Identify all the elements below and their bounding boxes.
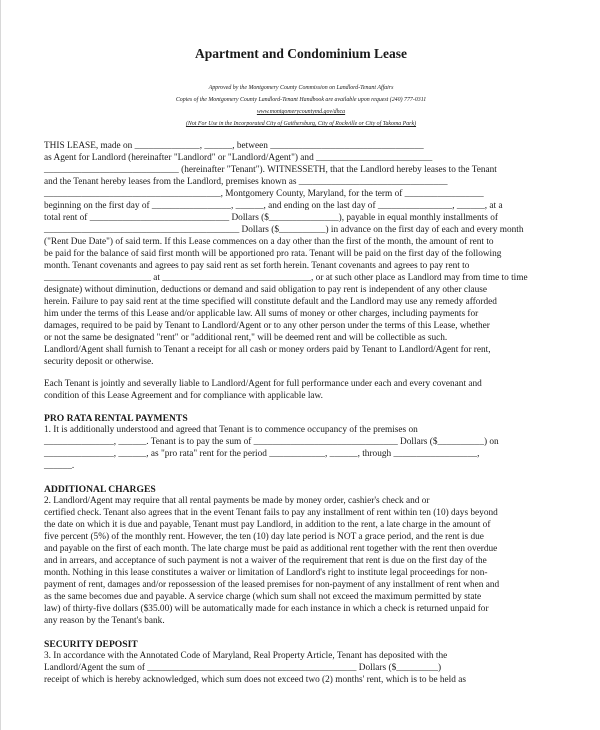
- intro-line: ("Rent Due Date") of said term. If this Lease commences on a day other than the first of the month, the amount of rent to: [44, 237, 494, 247]
- document-title: Apartment and Condominium Lease: [195, 46, 407, 61]
- security-deposit-line: receipt of which is hereby acknowledged, which sum does not exceed two (2) months' rent, which is to be held as: [44, 675, 466, 685]
- joint-liability-line: condition of this Lease Agreement and for compliance with applicable law.: [44, 391, 323, 401]
- additional-charges-line: and payable on the first of each month. The late charge must be paid as additional rent together with the rent then overdue: [44, 544, 498, 554]
- section-heading-pro-rata: PRO RATA RENTAL PAYMENTS: [44, 413, 188, 424]
- additional-charges-line: month. Nothing in this lease constitutes a waiver or limitation of Landlord's right to institute legal proceedings for non-: [44, 568, 488, 578]
- handbook-note: Copies of the Montgomery County Landlord-Tenant Handbook are available upon request (240) 777-0311: [175, 97, 427, 103]
- section-heading-security-deposit: SECURITY DEPOSIT: [44, 639, 138, 650]
- intro-line: damages, required to be paid by Tenant to Landlord/Agent or to any other person under the terms of this Lease, whether: [44, 321, 490, 331]
- additional-charges-line: five percent (5%) of the monthly rent. However, the ten (10) day late period is NOT a grace period, and the rent is due: [44, 532, 484, 542]
- intro-line: beginning on the first day of _________________, ______, and ending on the last day of ________________, ______, at a: [44, 201, 503, 211]
- additional-charges-line: payment of rent, damages and/or repossession of the leased premises for non-payment of any installment of rent when and: [44, 580, 500, 590]
- additional-charges-line: law) of thirty-five dollars ($35.00) will be automatically made for each instance in which a check is returned unpaid for: [44, 604, 489, 614]
- additional-charges-line: 2. Landlord/Agent may require that all rental payments be made by money order, cashier's check and or: [44, 496, 430, 506]
- intro-line: total rent of ______________________________ Dollars ($_______________), payable in equal monthly installments of: [44, 213, 498, 223]
- pro-rata-line: _______________, ______. Tenant is to pay the sum of _______________________________ Dollars ($__________) on: [44, 437, 499, 447]
- intro-line: _____________________________ (hereinafter "Tenant"). WITNESSETH, that the Landlord hereby leases to the Tenant: [44, 165, 497, 175]
- approval-note: Approved by the Montgomery County Commission on Landlord-Tenant Affairs: [208, 85, 394, 91]
- additional-charges-line: the date on which it is due and payable, Tenant must pay Landlord, in addition to the rent, a late charge in the amount of: [44, 520, 491, 530]
- intro-line: as Agent for Landlord (hereinafter "Landlord" or "Landlord/Agent") and _________________________: [44, 153, 433, 163]
- joint-liability-line: Each Tenant is jointly and severally liable to Landlord/Agent for full performance under each and every covenant and: [44, 379, 482, 389]
- intro-line: him under the terms of this Lease and/or applicable law. All sums of money or other charges, including payments for: [44, 309, 479, 319]
- intro-line: designate) without diminution, deductions or demand and said obligation to pay rent is independent of any other clause: [44, 285, 488, 295]
- jurisdiction-note: (Not For Use in the Incorporated City of Gaithersburg, City of Rockville or City of Takoma Park): [185, 121, 417, 127]
- pro-rata-line: ______.: [44, 461, 75, 471]
- additional-charges-line: certified check. Tenant also agrees that in the event Tenant fails to pay any installment of rent within ten (10) days beyond: [44, 508, 498, 518]
- intro-line: security deposit or otherwise.: [44, 357, 154, 367]
- intro-line: or not the same be designated "rent" or "additional rent," will be deemed rent and will be collectible as such.: [44, 333, 448, 343]
- intro-line: Landlord/Agent shall furnish to Tenant a receipt for all cash or money orders paid by Tenant to Landlord/Agent for rent,: [44, 345, 491, 355]
- intro-line: THIS LEASE, made on ______________, ______, between _________________________________: [44, 141, 424, 151]
- website-link[interactable]: www.montgomerycountymd.gov/dhca: [256, 109, 346, 115]
- security-deposit-line: 3. In accordance with the Annotated Code of Maryland, Real Property Article, Tenant has deposited with the: [44, 651, 448, 661]
- intro-line: month. Tenant covenants and agrees to pay said rent as set forth herein. Tenant covenants and agrees to pay rent to: [44, 261, 470, 271]
- additional-charges-line: any reason by the Tenant's bank.: [44, 616, 165, 626]
- additional-charges-line: as the same becomes due and payable. A service charge (which sum shall not exceed the maximum permitted by state: [44, 592, 482, 602]
- intro-line: be paid for the balance of said first month will be apportioned pro rata. Tenant will be paid on the first day of the following: [44, 249, 502, 259]
- pro-rata-line: 1. It is additionally understood and agreed that Tenant is to commence occupancy of the premises on: [44, 425, 418, 435]
- intro-line: herein. Failure to pay said rent at the time specified will constitute default and the Landlord may use any remedy afforded: [44, 297, 497, 307]
- pro-rata-line: _______________, ______, as "pro rata" rent for the period ____________, ______, through __________________,: [44, 449, 480, 459]
- security-deposit-line: Landlord/Agent the sum of _____________________________________________ Dollars ($_________): [44, 663, 442, 673]
- intro-line: ______________________________________, Montgomery County, Maryland, for the term of _________________: [44, 189, 484, 199]
- intro-line: and the Tenant hereby leases from the Landlord, premises known as ________________________________: [44, 177, 448, 187]
- intro-line: _______________________ at ________________________________, or at such other place as Landlord may from time to time: [44, 273, 528, 283]
- intro-line: __________________________________________ Dollars ($__________) in advance on the first day of each and every month: [44, 225, 524, 235]
- section-heading-additional-charges: ADDITIONAL CHARGES: [44, 484, 156, 495]
- additional-charges-line: and in arrears, and acceptance of such payment is not a waiver of the requirement that rent is due on the first day of the: [44, 556, 487, 566]
